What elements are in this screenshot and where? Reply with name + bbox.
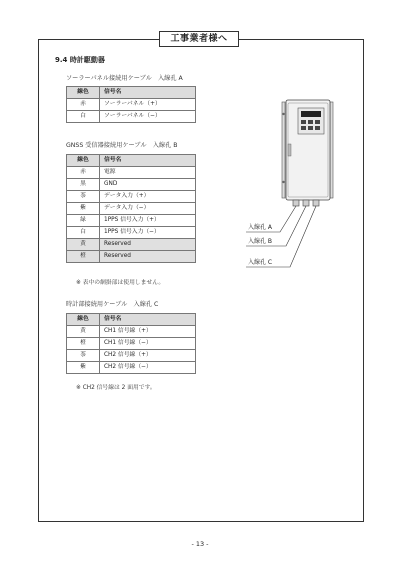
table-row bbox=[67, 215, 196, 227]
cable-gland-c bbox=[313, 200, 319, 206]
signal-name: GND bbox=[100, 179, 196, 191]
signal-name: 1PPS 信号入力（+） bbox=[100, 215, 196, 227]
panel-button bbox=[315, 126, 320, 130]
table-row bbox=[67, 111, 196, 123]
signal-name: ソーラーパネル（−） bbox=[100, 111, 196, 123]
clock-driver-diagram bbox=[240, 92, 350, 282]
port-label-b: 入線孔 B bbox=[248, 238, 273, 245]
signal-name: CH1 信号線（+） bbox=[100, 326, 196, 338]
table-row bbox=[67, 179, 196, 191]
wire-color: 緑 bbox=[67, 215, 100, 227]
display-screen bbox=[301, 111, 321, 117]
table-row bbox=[67, 350, 196, 362]
table-row-unused bbox=[67, 251, 196, 263]
signal-name: ソーラーパネル（+） bbox=[100, 99, 196, 111]
port-label-a: 入線孔 A bbox=[248, 224, 273, 231]
page-number: - 13 - bbox=[191, 540, 209, 548]
column-header-signal: 信号名 bbox=[100, 87, 196, 99]
clock-note: ※ CH2 信号線は 2 面用です。 bbox=[76, 385, 156, 391]
table-row bbox=[67, 191, 196, 203]
leader-line-c bbox=[246, 206, 316, 267]
section-title: 9.4 時計駆動器 bbox=[55, 56, 105, 64]
mount-bracket-right bbox=[330, 102, 333, 198]
panel-button bbox=[315, 120, 320, 124]
panel-button bbox=[308, 126, 313, 130]
wire-color: 橙 bbox=[67, 251, 100, 263]
screw-icon bbox=[282, 113, 284, 115]
header-badge: 工事業者様へ bbox=[159, 31, 239, 47]
latch-icon bbox=[288, 144, 291, 156]
gnss-note: ※ 表中の網掛部は使用しません。 bbox=[76, 280, 165, 286]
wire-color: 赤 bbox=[67, 99, 100, 111]
table-row bbox=[67, 362, 196, 374]
signal-name: Reserved bbox=[100, 239, 196, 251]
table-header-row bbox=[67, 87, 196, 99]
column-header-color: 線色 bbox=[67, 314, 100, 326]
solar-table bbox=[66, 86, 196, 123]
wire-color: 白 bbox=[67, 227, 100, 239]
table-row bbox=[67, 326, 196, 338]
gnss-caption: GNSS 受信器接続用ケーブル 入線孔 B bbox=[66, 142, 178, 149]
table-row bbox=[67, 99, 196, 111]
table-row bbox=[67, 167, 196, 179]
signal-name: Reserved bbox=[100, 251, 196, 263]
column-header-color: 線色 bbox=[67, 155, 100, 167]
signal-name: 電源 bbox=[100, 167, 196, 179]
column-header-signal: 信号名 bbox=[100, 314, 196, 326]
screw-icon bbox=[282, 181, 284, 183]
port-label-c: 入線孔 C bbox=[248, 259, 273, 266]
mount-bracket-left bbox=[282, 102, 285, 198]
signal-name: CH2 信号線（−） bbox=[100, 362, 196, 374]
wire-color: 白 bbox=[67, 111, 100, 123]
wire-color: 黒 bbox=[67, 179, 100, 191]
wire-color: 赤 bbox=[67, 167, 100, 179]
panel-button bbox=[301, 120, 306, 124]
wire-color: 橙 bbox=[67, 338, 100, 350]
table-row bbox=[67, 338, 196, 350]
panel-button bbox=[308, 120, 313, 124]
wire-color: 茶 bbox=[67, 350, 100, 362]
clock-caption: 時計部接続用ケーブル 入線孔 C bbox=[66, 301, 159, 308]
signal-name: データ入力（−） bbox=[100, 203, 196, 215]
table-row bbox=[67, 203, 196, 215]
wire-color: 黄 bbox=[67, 239, 100, 251]
gnss-table bbox=[66, 154, 196, 263]
signal-name: CH1 信号線（−） bbox=[100, 338, 196, 350]
solar-caption: ソーラーパネル接続用ケーブル 入線孔 A bbox=[66, 75, 183, 82]
clock-table bbox=[66, 313, 196, 374]
wire-color: 紫 bbox=[67, 203, 100, 215]
cable-gland-b bbox=[303, 200, 309, 206]
signal-name: 1PPS 信号入力（−） bbox=[100, 227, 196, 239]
wire-color: 茶 bbox=[67, 191, 100, 203]
wire-color: 黄 bbox=[67, 326, 100, 338]
panel-button bbox=[301, 126, 306, 130]
column-header-signal: 信号名 bbox=[100, 155, 196, 167]
table-row-unused bbox=[67, 239, 196, 251]
wire-color: 紫 bbox=[67, 362, 100, 374]
signal-name: CH2 信号線（+） bbox=[100, 350, 196, 362]
table-row bbox=[67, 227, 196, 239]
table-header-row bbox=[67, 155, 196, 167]
signal-name: データ入力（+） bbox=[100, 191, 196, 203]
column-header-color: 線色 bbox=[67, 87, 100, 99]
cable-gland-a bbox=[293, 200, 299, 206]
table-header-row bbox=[67, 314, 196, 326]
